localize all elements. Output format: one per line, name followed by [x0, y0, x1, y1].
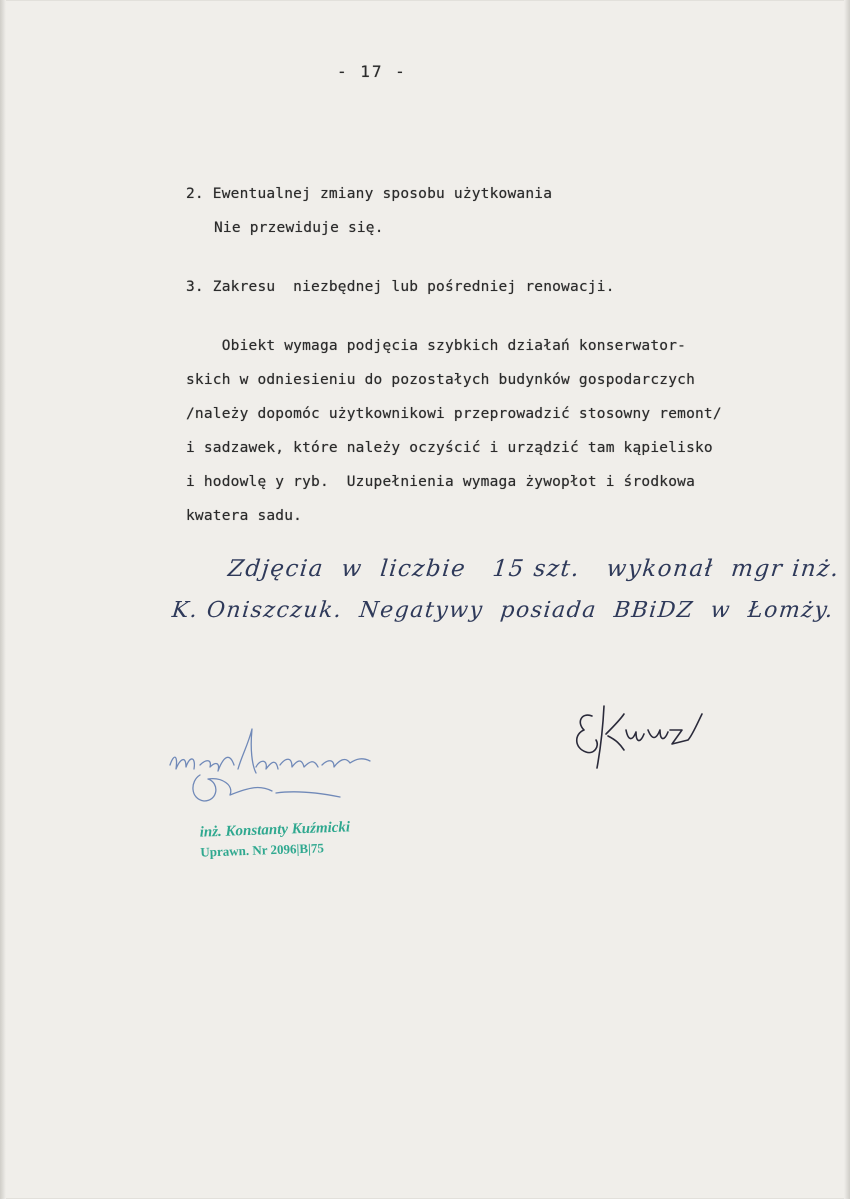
inspector-signature	[160, 725, 390, 820]
paragraph-line: /należy dopomóc użytkownikowi przeprowadzić stosowny remont/	[186, 406, 722, 422]
page-number: - 17 -	[337, 62, 407, 81]
engineer-stamp	[199, 817, 351, 862]
paragraph-line: kwatera sadu.	[186, 508, 303, 524]
handwritten-note-line-1: Zdjęcia w liczbie 15 szt. wykonał mgr inż.	[226, 556, 842, 582]
stamp-name: inż. Konstanty Kuźmicki	[199, 819, 351, 841]
section-2-heading: 2. Ewentualnej zmiany sposobu użytkowania	[186, 186, 553, 202]
handwritten-note-line-2: K. Oniszczuk. Negatywy posiada BBiDZ w Łomży.	[170, 598, 836, 623]
paragraph-line: Obiekt wymaga podjęcia szybkich działań konserwator-	[186, 338, 687, 354]
paragraph-line: i hodowlę y ryb. Uzupełnienia wymaga żywopłot i środkowa	[186, 474, 695, 490]
stamp-license: Uprawn. Nr 2096|B|75	[200, 840, 325, 860]
section-3-heading: 3. Zakresu niezbędnej lub pośredniej renowacji.	[186, 279, 615, 295]
page-edge-right	[844, 0, 850, 1199]
paragraph-line: i sadzawek, które należy oczyścić i urządzić tam kąpielisko	[186, 440, 713, 456]
paragraph-line: skich w odniesieniu do pozostałych budynków gospodarczych	[186, 372, 695, 388]
page-edge-left	[0, 0, 6, 1199]
section-2-text: Nie przewiduje się.	[214, 220, 384, 236]
author-signature	[570, 700, 710, 775]
